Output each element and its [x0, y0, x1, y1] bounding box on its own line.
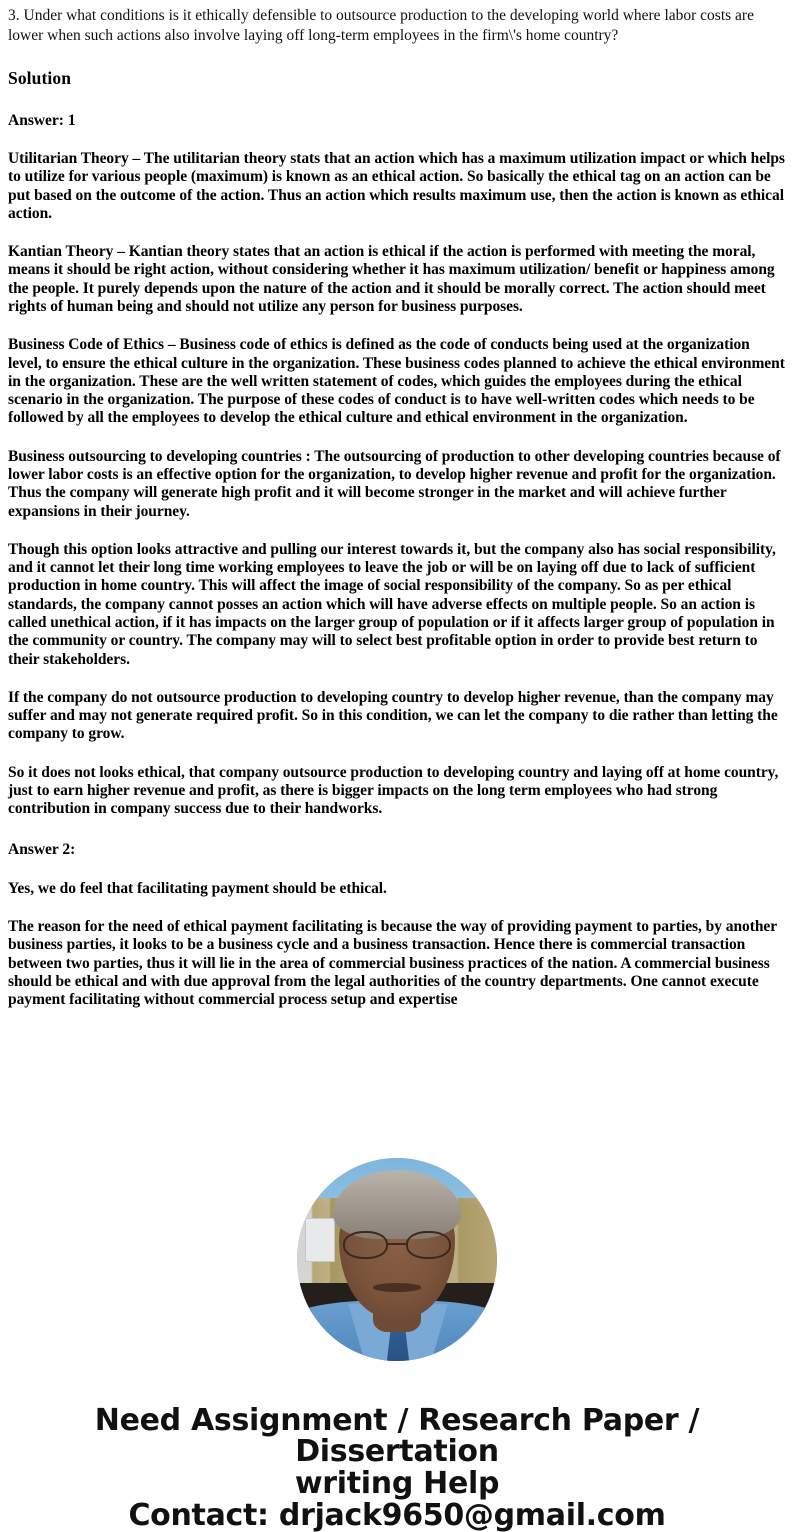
paragraph-facilitating-payment-opinion: Yes, we do feel that facilitating payment should be ethical.	[8, 879, 387, 897]
question-text: 3. Under what conditions is it ethically defensible to outsource production to the developing world where labor costs are lower when such actions also involve laying off long-term employees in the firm\'s home country?	[8, 7, 754, 44]
solution-heading: Solution	[8, 67, 72, 88]
paragraph-business-code-of-ethics: Business Code of Ethics – Business code of ethics is defined as the code of conducts being used at the organization level, to ensure the ethical culture in the organization. These business codes planned to achieve the ethical environment in the organization. These are the well written statement of codes, which guides the employees during the ethical scenario in the organization. The purpose of these codes of conduct is to have well-written codes which needs to be followed by all the employees to develop the ethical culture and ethical environment in the organization.	[8, 336, 785, 427]
promo-headline-line-1: Need Assignment / Research Paper / Dissertation	[94, 1402, 700, 1470]
profile-photo-avatar	[297, 1158, 497, 1361]
promo-footer	[0, 1402, 794, 1532]
eyeglasses-icon	[343, 1231, 451, 1259]
paragraph-conclusion-not-ethical: So it does not looks ethical, that company outsource production to developing country and laying off at home country, just to earn higher revenue and profit, as there is bigger impacts on the long term employees who had strong contribution in company success due to their handworks.	[8, 763, 779, 818]
promo-contact-email: Contact: drjack9650@gmail.com	[128, 1497, 666, 1532]
photo-lens-right	[406, 1231, 451, 1259]
photo-glasses-bridge	[388, 1243, 405, 1245]
paragraph-kantian-theory: Kantian Theory – Kantian theory states that an action is ethical if the action is performed with meeting the moral, means it should be right action, without considering whether it has maximum utilization/ benefit or happiness among the people. It purely depends upon the nature of the action and it should be morally correct. The action should meet rights of human being and should not utilize any person for business purposes.	[8, 243, 775, 315]
promo-headline-line-2: writing Help	[294, 1466, 500, 1502]
paragraph-business-outsourcing: Business outsourcing to developing countries : The outsourcing of production to other developing countries because of lower labor costs is an effective option for the organization, to develop higher revenue and profit for the organization. Thus the company will generate high profit and it will become stronger in the market and will achieve further expansions in their journey.	[8, 447, 781, 520]
paragraph-no-outsourcing-outcome: If the company do not outsource production to developing country to develop higher revenue, than the company may suffer and may not generate required profit. So in this condition, we can let the company to die rather than letting the company to grow.	[8, 688, 778, 743]
photo-mouth	[373, 1283, 421, 1291]
profile-photo-block	[0, 1158, 794, 1361]
answer-2-label: Answer 2:	[8, 841, 76, 859]
paragraph-social-responsibility: Though this option looks attractive and pulling our interest towards it, but the company also has social responsibility, and it cannot let their long time working employees to leave the job or will be on laying off due to lack of sufficient production in home country. This will affect the image of social responsibility of the company. So as per ethical standards, the company cannot posses an action which will have adverse effects on multiple people. So an action is called unethical action, if it has impacts on the larger group of population or if it affects larger group of population in the community or country. The company may will to select best profitable option in order to provide best return to their stakeholders.	[8, 540, 776, 668]
paragraph-utilitarian-theory: Utilitarian Theory – The utilitarian theory stats that an action which has a maximum utilization impact or which helps to utilize for various people (maximum) is known as an ethical action. So basically the ethical tag on an action can be put based on the outcome of the action. Thus an action which results maximum use, then the action is known as ethical action.	[8, 150, 785, 222]
answer-1-label: Answer: 1	[8, 111, 76, 129]
paragraph-facilitating-payment-reason: The reason for the need of ethical payment facilitating is because the way of providing payment to parties, by another business parties, it looks to be a business cycle and a business transaction. Hence there is commercial transaction between two parties, thus it will lie in the area of commercial business practices of the nation. A commercial business should be ethical and with due approval from the legal authorities of the country departments. One cannot execute payment facilitating without commercial process setup and expertise	[8, 918, 777, 1009]
photo-lens-left	[343, 1231, 388, 1259]
